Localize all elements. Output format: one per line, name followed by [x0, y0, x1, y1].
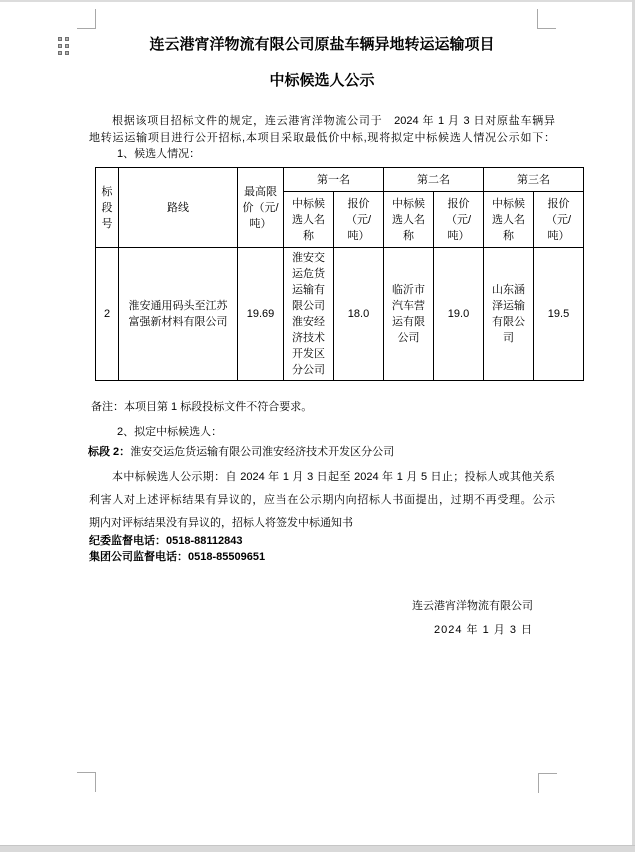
drag-handle-icon[interactable]: [58, 37, 69, 55]
cell-section-no: 2: [96, 248, 119, 381]
cell-route: 淮安通用码头至江苏富强新材料有限公司: [119, 248, 238, 381]
crop-mark-top-right: [537, 9, 556, 29]
th-section-no: 标段号: [96, 168, 119, 248]
cell-rank1-price: 18.0: [334, 248, 384, 381]
phone-line-1: 纪委监督电话：0518-88112843: [89, 535, 243, 547]
phone-line-2: 集团公司监督电话：0518-85509651: [89, 550, 266, 563]
th-rank-2: 第二名: [384, 168, 484, 192]
drag-handle-dot: [65, 51, 69, 55]
phones-block: [89, 534, 555, 565]
crop-mark-bottom-right: [538, 773, 557, 793]
signature-block: [280, 598, 545, 638]
intro-line-2: 地转运运输项目进行公开招标,本项目采取最低价中标,现将拟定中标候选人情况公示如下：: [89, 131, 555, 144]
table-header-row-ranks: [96, 168, 584, 192]
publicity-line-1: 本中标候选人公示期：自 2024 年 1 月 3 日起至 2024 年 1 月 5 日止；投标人或其他关系: [112, 471, 555, 483]
drag-handle-dot: [58, 37, 62, 41]
signature-date: 2024 年 1 月 3 日: [434, 623, 533, 636]
th-candidate-name-2: 中标候选人名称: [384, 192, 434, 248]
publicity-line-3: 期内对评标结果没有异议的，招标人将签发中标通知书: [89, 517, 353, 529]
publicity-paragraph: [89, 466, 555, 535]
th-bid-price-3: 报价（元/吨）: [534, 192, 584, 248]
crop-mark-bottom-left: [77, 772, 96, 792]
crop-mark-top-left: [77, 9, 96, 29]
candidates-table: [95, 167, 584, 381]
cell-rank1-name: 淮安交运危货运输有限公司淮安经济技术开发区分公司: [284, 248, 334, 381]
remark-line: 备注：本项目第 1 标段投标文件不符合要求。: [91, 401, 313, 413]
table-row: [96, 248, 584, 381]
intro-paragraph: [89, 113, 555, 163]
th-candidate-name-3: 中标候选人名称: [484, 192, 534, 248]
drag-handle-dot: [65, 44, 69, 48]
item2-line: 2、拟定中标候选人：: [117, 426, 223, 438]
th-rank-1: 第一名: [284, 168, 384, 192]
cell-rank2-name: 临沂市汽车营运有限公司: [384, 248, 434, 381]
th-candidate-name-1: 中标候选人名称: [284, 192, 334, 248]
section2-value: 淮安交运危货运输有限公司淮安经济技术开发区分公司: [130, 446, 395, 458]
publicity-line-2: 利害人对上述评标结果有异议的，应当在公示期内向招标人书面提出，过期不再受理。公示: [89, 494, 555, 506]
section2-line: [88, 444, 555, 461]
th-bid-price-2: 报价（元/吨）: [434, 192, 484, 248]
cell-rank3-name: 山东涵泽运输有限公司: [484, 248, 534, 381]
doc-title: 连云港宵洋物流有限公司原盐车辆异地转运运输项目: [149, 36, 495, 53]
drag-handle-dot: [65, 37, 69, 41]
doc-subtitle: 中标候选人公示: [269, 72, 375, 89]
drag-handle-dot: [58, 44, 62, 48]
th-bid-price-1: 报价（元/吨）: [334, 192, 384, 248]
th-max-price: 最高限价（元/吨）: [238, 168, 284, 248]
cell-max-price: 19.69: [238, 248, 284, 381]
intro-line-3: 1、候选人情况：: [117, 148, 201, 160]
drag-handle-dot: [58, 51, 62, 55]
signature-company: 连云港宵洋物流有限公司: [412, 600, 533, 612]
cell-rank2-price: 19.0: [434, 248, 484, 381]
section2-label: 标段 2：: [88, 446, 131, 458]
th-rank-3: 第三名: [484, 168, 584, 192]
th-route: 路线: [119, 168, 238, 248]
intro-line-1: 根据该项目招标文件的规定，连云港宵洋物流公司于 2024 年 1 月 3 日对原盐车辆异: [112, 115, 555, 127]
page-top-edge: [0, 0, 635, 2]
page-bottom-edge: [0, 845, 635, 852]
cell-rank3-price: 19.5: [534, 248, 584, 381]
